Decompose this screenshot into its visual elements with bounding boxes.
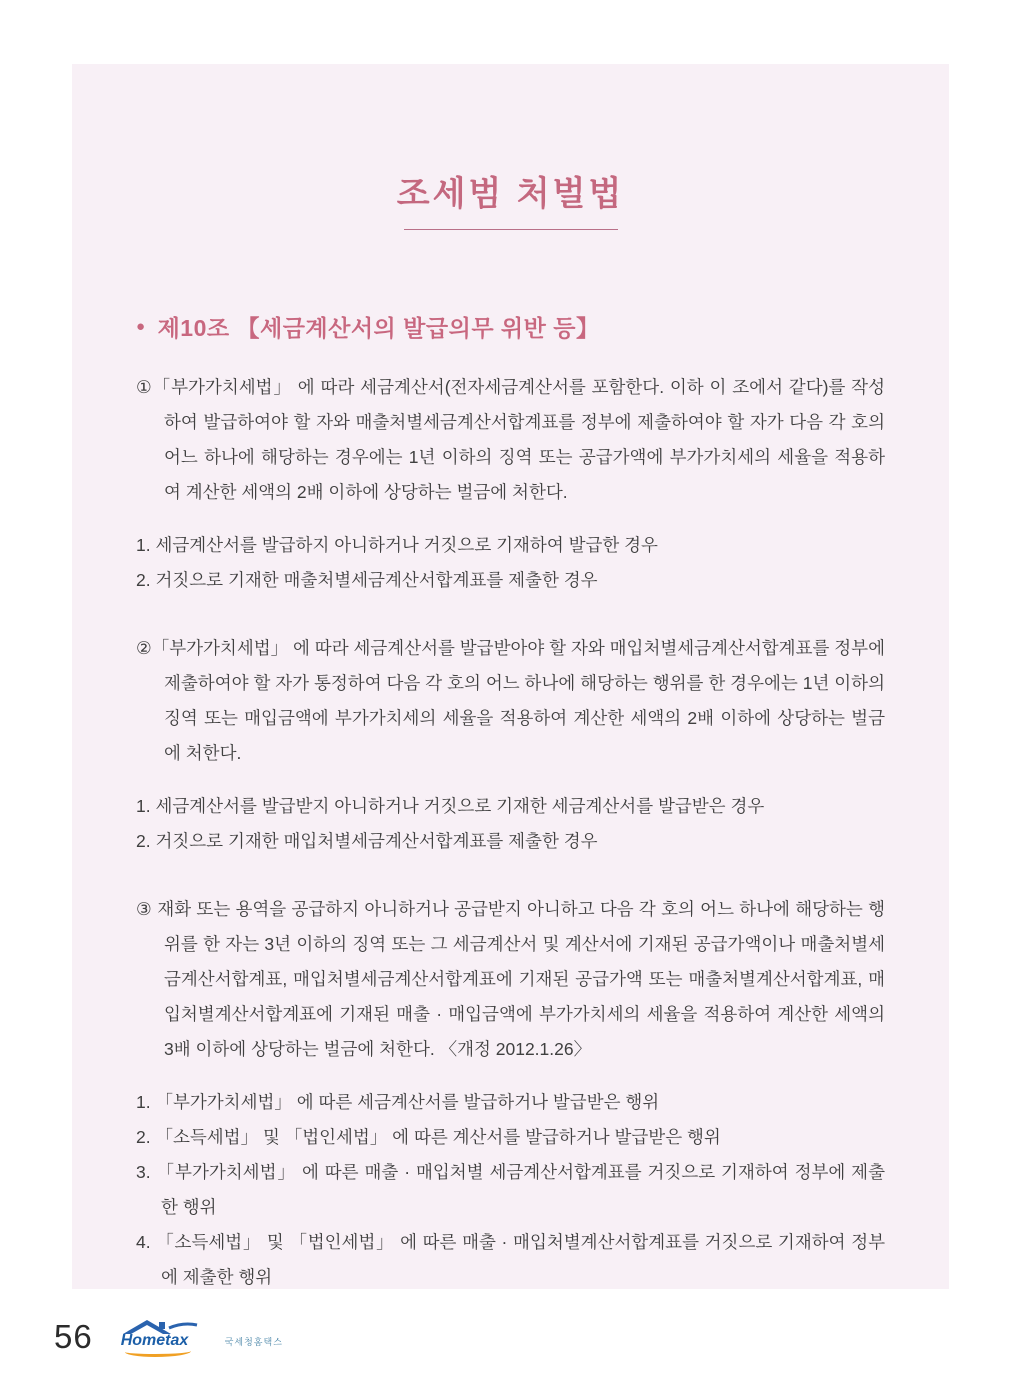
clause-2 [136, 631, 885, 859]
article-heading-label: 제10조 【세금계산서의 발급의무 위반 등】 [157, 315, 600, 341]
title-block [136, 64, 885, 230]
hometax-wordmark: Hometax [120, 1332, 189, 1349]
bullet-icon: ● [136, 318, 146, 335]
list-item: 1. 세금계산서를 발급받지 아니하거나 거짓으로 기재한 세금계산서를 발급받은 경우 [136, 796, 765, 816]
clause-2-marker: ② [136, 638, 152, 658]
clause-2-body: 「부가가치세법」 에 따라 세금계산서를 발급받아야 할 자와 매입처별세금계산서합계표를 정부에 제출하여야 할 자가 통정하여 다음 각 호의 어느 하나에 해당하는 행위를 한 경우에는 1년 이하의 징역 또는 매입금액에 부가가치세의 세율을 적용하여 계산한 세액의 2배 이하에 상당하는 벌금에 처한다. [151, 638, 885, 763]
clause-2-text [136, 631, 885, 771]
page-number: 56 [54, 1318, 93, 1355]
title-underline [404, 229, 618, 230]
list-item: 3. 「부가가치세법」 에 따른 매출 · 매입처별 세금계산서합계표를 거짓으로 기재하여 정부에 제출한 행위 [136, 1162, 885, 1217]
hometax-logo [119, 1320, 283, 1354]
hometax-logo-mark [119, 1320, 215, 1354]
clause-1-text [136, 370, 885, 510]
list-item: 1. 세금계산서를 발급하지 아니하거나 거짓으로 기재하여 발급한 경우 [136, 535, 658, 555]
page-footer [54, 1318, 283, 1356]
clause-1-body: 「부가가치세법」 에 따라 세금계산서(전자세금계산서를 포함한다. 이하 이 조에서 같다)를 작성하여 발급하여야 할 자와 매출처별세금계산서합계표를 정부에 제출하여야 할 자가 다음 각 호의 어느 하나에 해당하는 경우에는 1년 이하의 징역 또는 공급가액에 부가가치세의 세율을 적용하여 계산한 세액의 2배 이하에 상당하는 벌금에 처한다. [152, 377, 885, 502]
clause-2-items [136, 789, 885, 859]
list-item: 2. 거짓으로 기재한 매입처별세금계산서합계표를 제출한 경우 [136, 831, 598, 851]
list-item: 2. 「소득세법」 및 「법인세법」 에 따른 계산서를 발급하거나 발급받은 행위 [136, 1127, 721, 1147]
clause-3 [136, 892, 885, 1295]
clause-3-text [136, 892, 885, 1067]
clause-1-items [136, 528, 885, 598]
clause-3-marker: ③ [136, 899, 153, 919]
clause-3-items [136, 1085, 885, 1295]
page-title: 조세범 처벌법 [396, 175, 625, 213]
clause-1 [136, 370, 885, 598]
article-heading [136, 310, 885, 343]
clause-1-marker: ① [136, 377, 153, 397]
list-item: 4. 「소득세법」 및 「법인세법」 에 따른 매출 · 매입처별계산서합계표를 거짓으로 기재하여 정부에 제출한 행위 [136, 1232, 885, 1287]
content-panel [72, 64, 949, 1289]
hometax-caption: 국세청홈택스 [224, 1337, 283, 1347]
list-item: 1. 「부가가치세법」 에 따른 세금계산서를 발급하거나 발급받은 행위 [136, 1092, 660, 1112]
article-body [136, 370, 885, 1295]
clause-3-body: 재화 또는 용역을 공급하지 아니하거나 공급받지 아니하고 다음 각 호의 어느 하나에 해당하는 행위를 한 자는 3년 이하의 징역 또는 그 세금계산서 및 계산서에 기재된 공급가액이나 매출처별세금계산서합계표, 매입처별세금계산서합계표에 기재된 공급가액 또는 매출처별계산서합계표, 매입처별계산서합계표에 기재된 매출 · 매입금액에 부가가치세의 세율을 적용하여 계산한 세액의 3배 이하에 상당하는 벌금에 처한다. 〈개정 2012.1.26〉 [152, 899, 885, 1059]
logo-swoosh-icon [125, 1346, 191, 1357]
list-item: 2. 거짓으로 기재한 매출처별세금계산서합계표를 제출한 경우 [136, 570, 598, 590]
